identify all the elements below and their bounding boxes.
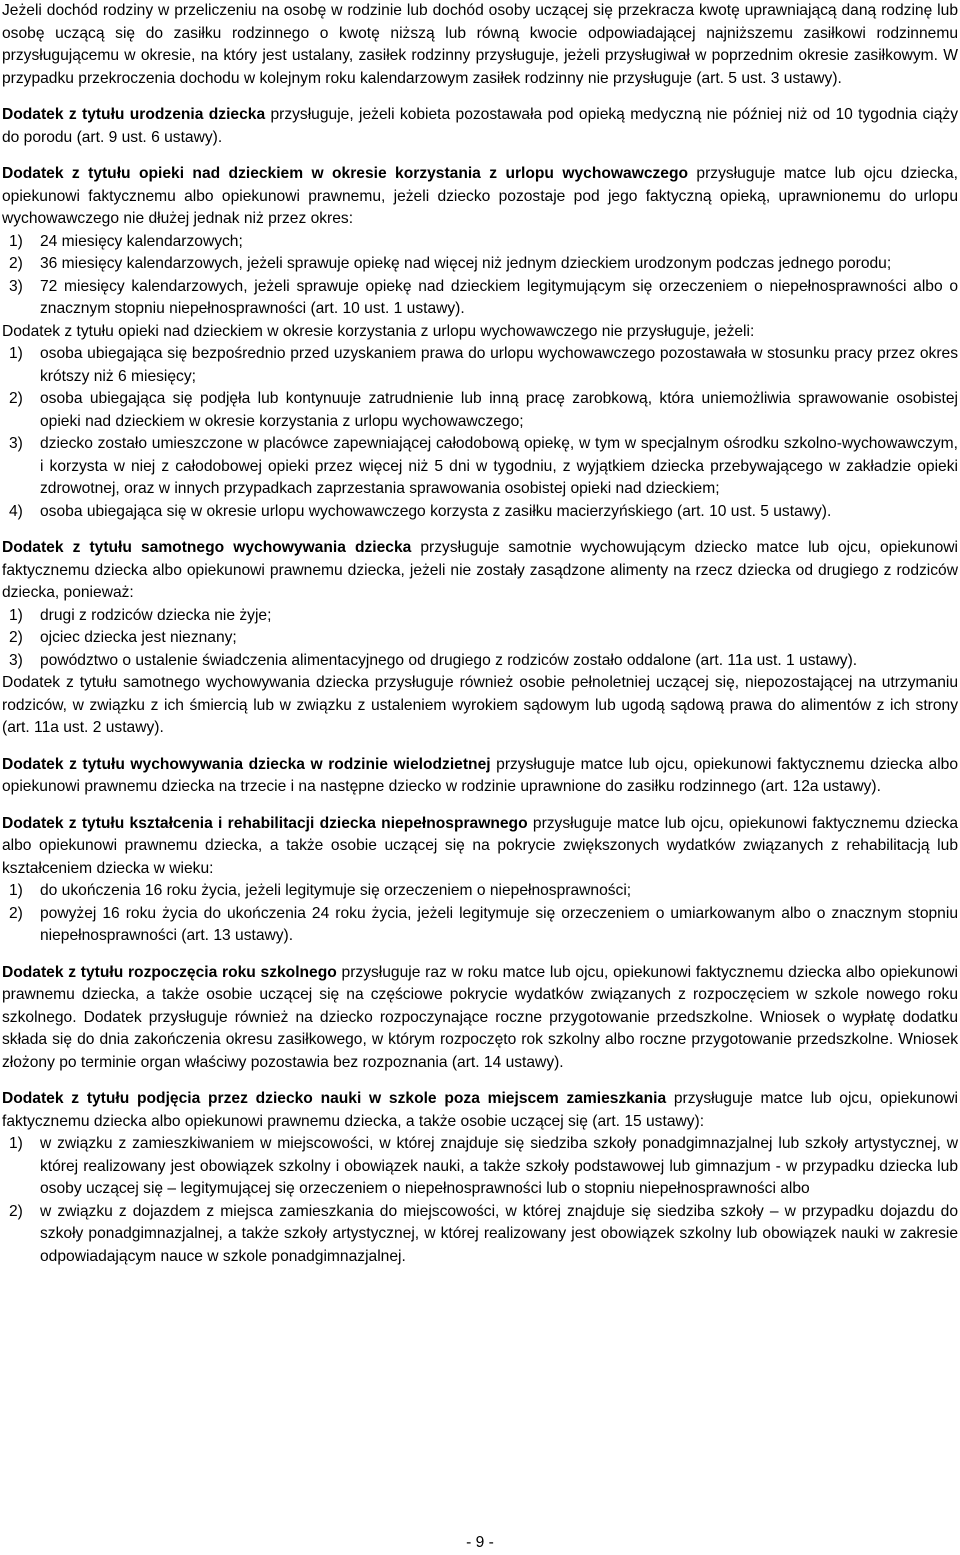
list-item-number: 3) <box>9 651 23 669</box>
numbered-list <box>2 880 958 948</box>
list-item-number: 2) <box>9 1202 23 1220</box>
section-paragraph <box>2 537 958 605</box>
list-item-text: do ukończenia 16 roku życia, jeżeli legitymuje się orzeczeniem o niepełnosprawności; <box>40 882 632 899</box>
list-item-text: w związku z dojazdem z miejsca zamieszkania do miejscowości, w której znajduje się siedziba szkoły – w przypadku dojazdu do szkoły ponadgimnazjalnej, a także szkoły artystycznej, w której realizowany jest obowiązek szkolny lub obowiązek nauki w zakresie odpowiadającym nauce w szkole ponadgimnazjalnej. <box>40 1202 958 1265</box>
list-item <box>2 627 958 650</box>
list-item-text: 72 miesięcy kalendarzowych, jeżeli sprawuje opiekę nad dzieckiem legitymującym się orzeczeniem o niepełnosprawności albo o znacznym stopniu niepełnosprawności (art. 10 ust. 1 ustawy). <box>40 277 958 317</box>
list-item-number: 1) <box>9 882 23 899</box>
list-item-text: 36 miesięcy kalendarzowych, jeżeli sprawuje opiekę nad więcej niż jednym dzieckiem urodzonym podczas jednego porodu; <box>40 255 892 272</box>
list-item-number: 4) <box>9 502 23 520</box>
page-number: - 9 - <box>466 1534 494 1551</box>
section-paragraph <box>2 163 958 231</box>
list-item-number: 1) <box>9 606 23 624</box>
section-paragraph <box>2 1088 958 1133</box>
list-item <box>2 343 958 388</box>
paragraph-text: Dodatek z tytułu opieki nad dzieckiem w okresie korzystania z urlopu wychowawczego nie przysługuje, jeżeli: <box>2 322 755 340</box>
paragraph-text: przysługuje, jeżeli kobieta pozostawała pod opieką medyczną nie później niż od 10 tygodnia ciąży do porodu (art. 9 ust. 6 ustawy). <box>2 106 958 146</box>
list-item-number: 1) <box>9 345 23 362</box>
numbered-list <box>2 605 958 673</box>
paragraph-text: przysługuje matce lub ojcu, opiekunowi faktycznemu dziecka albo opiekunowi prawnemu dziecka, a także osobie uczącej się na pokrycie zwiększonych wydatków związanych z rehabilitacją lub kształceniem dziecka w wieku: <box>2 814 959 877</box>
list-item-number: 2) <box>9 904 23 922</box>
list-item-text: ojciec dziecka jest nieznany; <box>40 629 237 646</box>
list-item-text: powyżej 16 roku życia do ukończenia 24 roku życia, jeżeli legitymuje się orzeczeniem o umiarkowanym albo o znacznym stopniu niepełnosprawności (art. 13 ustawy). <box>40 904 958 944</box>
list-item <box>2 650 958 673</box>
list-item <box>2 1201 958 1269</box>
paragraph-text: przysługuje matce lub ojcu dziecka, opiekunowi faktycznemu albo opiekunowi prawnemu, jeżeli dziecko pozostaje pod jego faktyczną opieką, uprawnionemu do urlopu wychowawczego nie dłużej jednak niż przez okres: <box>2 165 958 227</box>
list-item-text: drugi z rodziców dziecka nie żyje; <box>40 606 272 624</box>
list-item <box>2 231 958 254</box>
list-item-text: dziecko zostało umieszczone w placówce zapewniającej całodobową opiekę, w tym w specjalnym ośrodku szkolno-wychowawczym, i korzysta w niej z całodobowej opieki przez więcej niż 5 dni w tygodniu, z wyjątkiem dziecka przebywającego w zakładzie opieki zdrowotnej, oraz w innych przypadkach zaprzestania sprawowania osobistej opieki nad dzieckiem; <box>40 435 958 497</box>
list-item <box>2 253 958 276</box>
list-item <box>2 880 958 903</box>
list-item-text: 24 miesięcy kalendarzowych; <box>40 232 243 250</box>
list-item <box>2 605 958 628</box>
list-item-number: 3) <box>9 435 23 452</box>
numbered-list <box>2 343 958 523</box>
list-item-number: 2) <box>9 629 23 646</box>
list-item-number: 3) <box>9 277 23 295</box>
section-paragraph <box>2 962 958 1075</box>
paragraph-text: przysługuje raz w roku matce lub ojcu, opiekunowi faktycznemu dziecka albo opiekunowi prawnemu dziecka, a także osobie uczącej się na częściowe pokrycie wydatków związanych z rozpoczęciem w szkole nowego roku szkolnego. Dodatek przysługuje również na dziecko rozpoczynające roczne przygotowanie przedszkolne. Wniosek o wypłatę dodatku składa się do dnia zakończenia okresu zasiłkowego, w którym rozpoczęto rok szkolny albo roczne przygotowanie przedszkolne. Wniosek złożony po terminie organ właściwy pozostawia bez rozpoznania (art. 14 ustawy). <box>2 963 959 1071</box>
list-item <box>2 501 958 524</box>
numbered-list <box>2 231 958 321</box>
section-heading: Dodatek z tytułu urodzenia dziecka <box>2 106 266 123</box>
list-item-text: osoba ubiegająca się w okresie urlopu wychowawczego korzysta z zasiłku macierzyńskiego (art. 10 ust. 5 ustawy). <box>40 502 832 520</box>
paragraph-text: przysługuje matce lub ojcu, opiekunowi faktycznemu dziecka albo opiekunowi prawnemu dziecka, a także osobie uczącej się (art. 15 ustawy): <box>2 1090 958 1130</box>
section-heading: Dodatek z tytułu wychowywania dziecka w rodzinie wielodzietnej <box>2 755 491 773</box>
numbered-list <box>2 1133 958 1268</box>
section-heading: Dodatek z tytułu opieki nad dzieckiem w okresie korzystania z urlopu wychowawczego <box>2 165 689 182</box>
list-item <box>2 388 958 433</box>
list-item-number: 2) <box>9 390 23 407</box>
body-paragraph <box>2 0 958 90</box>
section-paragraph <box>2 754 958 799</box>
document-page <box>2 0 958 1268</box>
list-item-text: osoba ubiegająca się bezpośrednio przed uzyskaniem prawa do urlopu wychowawczego pozostawała w stosunku pracy przez okres krótszy niż 6 miesięcy; <box>40 345 958 385</box>
section-heading: Dodatek z tytułu samotnego wychowywania dziecka <box>2 539 412 556</box>
list-item-number: 1) <box>9 1135 23 1152</box>
section-heading: Dodatek z tytułu rozpoczęcia roku szkolnego <box>2 963 337 981</box>
list-item-text: powództwo o ustalenie świadczenia alimentacyjnego od drugiego z rodziców zostało oddalone (art. 11a ust. 1 ustawy). <box>40 651 858 669</box>
section-heading: Dodatek z tytułu kształcenia i rehabilitacji dziecka niepełnosprawnego <box>2 814 528 832</box>
section-paragraph <box>2 104 958 149</box>
list-item-text: osoba ubiegająca się podjęła lub kontynuuje zatrudnienie lub inną pracę zarobkową, która uniemożliwia sprawowanie osobistej opieki nad dzieckiem w okresie korzystania z urlopu wychowawczego; <box>40 390 958 430</box>
paragraph-text: przysługuje samotnie wychowującym dziecko matce lub ojcu, opiekunowi faktycznemu dziecka albo opiekunowi prawnemu dziecka, jeżeli nie zostały zasądzone alimenty na rzecz dziecka od drugiego z rodziców dziecka, ponieważ: <box>2 539 958 601</box>
paragraph-text: Dodatek z tytułu samotnego wychowywania dziecka przysługuje również osobie pełnoletniej uczącej się, niepozostającej na utrzymaniu rodziców, w związku z ich śmiercią lub w związku z ustaleniem wyrokiem sądowym lub ugodą sądową prawa do alimentów z ich strony (art. 11a ust. 2 ustawy). <box>2 674 958 736</box>
paragraph-text: Jeżeli dochód rodziny w przeliczeniu na osobę w rodzinie lub dochód osoby uczącej się przekracza kwotę uprawniającą daną rodzinę lub osobę uczącą się do zasiłku rodzinnego o kwotę niższą lub równą kwocie odpowiadającej najniższemu zasiłkowi rodzinnemu przysługującemu w okresie, na który jest ustalany, zasiłek rodzinny przysługuje, jeżeli przysługiwał w poprzednim okresie zasiłkowym. W przypadku przekroczenia dochodu w kolejnym roku kalendarzowym zasiłek rodzinny nie przysługuje (art. 5 ust. 3 ustawy). <box>2 2 958 87</box>
list-item-number: 2) <box>9 255 23 272</box>
section-paragraph <box>2 813 958 881</box>
list-item <box>2 1133 958 1201</box>
body-paragraph <box>2 672 958 740</box>
list-item-number: 1) <box>9 232 23 250</box>
section-heading: Dodatek z tytułu podjęcia przez dziecko nauki w szkole poza miejscem zamieszkania <box>2 1090 667 1107</box>
body-paragraph <box>2 321 958 344</box>
list-item <box>2 276 958 321</box>
list-item <box>2 433 958 501</box>
list-item <box>2 903 958 948</box>
list-item-text: w związku z zamieszkiwaniem w miejscowości, w której znajduje się siedziba szkoły ponadgimnazjalnej lub szkoły artystycznej, w której realizowany jest obowiązek szkolny i obowiązek nauki, a także szkoły podstawowej lub gimnazjum - w przypadku dziecka lub osoby uczącej się – legitymującej się orzeczeniem o niepełnosprawności lub o stopniu niepełnosprawności albo <box>40 1135 958 1197</box>
paragraph-text: przysługuje matce lub ojcu, opiekunowi faktycznemu dziecka albo opiekunowi prawnemu dziecka na trzecie i na następne dziecko w rodzinie uprawnione do zasiłku rodzinnego (art. 12a ustawy). <box>2 755 959 795</box>
